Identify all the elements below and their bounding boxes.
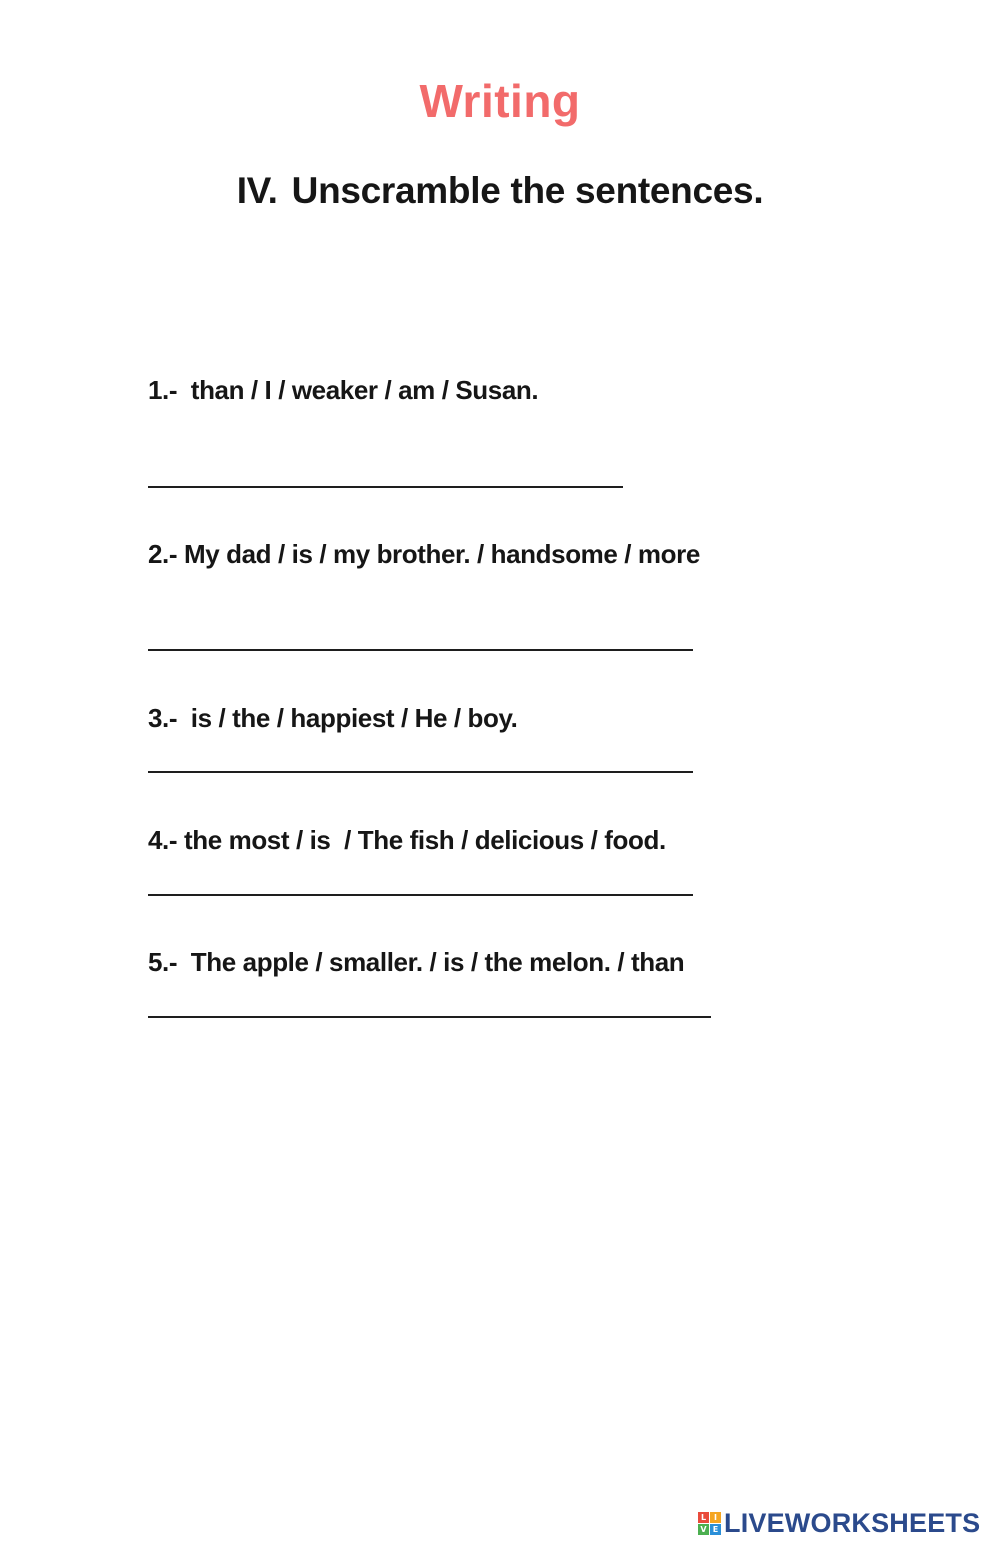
- answer-line-2[interactable]: [148, 649, 693, 651]
- logo-tile-v: V: [698, 1524, 709, 1535]
- exercise-prompt: than / I / weaker / am / Susan.: [183, 375, 539, 405]
- logo-tile-i: I: [710, 1512, 721, 1523]
- exercise-3: [148, 703, 517, 734]
- section-number: IV.: [236, 170, 278, 211]
- exercise-number: 4.-: [148, 825, 178, 855]
- answer-line-5[interactable]: [148, 1016, 711, 1018]
- exercise-4: [148, 825, 666, 856]
- logo-icon: [698, 1512, 721, 1535]
- exercise-number: 3.-: [148, 703, 178, 733]
- exercise-prompt: My dad / is / my brother. / handsome / more: [183, 539, 700, 569]
- answer-line-4[interactable]: [148, 894, 693, 896]
- exercise-number: 5.-: [148, 947, 178, 977]
- worksheet-title: Writing: [419, 75, 581, 127]
- liveworksheets-logo[interactable]: [698, 1507, 980, 1539]
- answer-line-3[interactable]: [148, 771, 693, 773]
- exercise-number: 1.-: [148, 375, 178, 405]
- exercise-prompt: the most / is / The fish / delicious / food.: [183, 825, 666, 855]
- exercise-prompt: is / the / happiest / He / boy.: [183, 703, 518, 733]
- logo-text: LIVEWORKSHEETS: [724, 1507, 981, 1538]
- exercise-5: [148, 947, 684, 978]
- section-instruction: Unscramble the sentences.: [291, 170, 764, 211]
- exercise-number: 2.-: [148, 539, 178, 569]
- exercise-prompt: The apple / smaller. / is / the melon. / than: [183, 947, 685, 977]
- answer-line-1[interactable]: [148, 486, 623, 488]
- exercise-1: [148, 375, 538, 406]
- logo-tile-l: L: [698, 1512, 709, 1523]
- logo-tile-e: E: [710, 1524, 721, 1535]
- section-heading: [0, 170, 1000, 212]
- exercise-2: [148, 539, 700, 570]
